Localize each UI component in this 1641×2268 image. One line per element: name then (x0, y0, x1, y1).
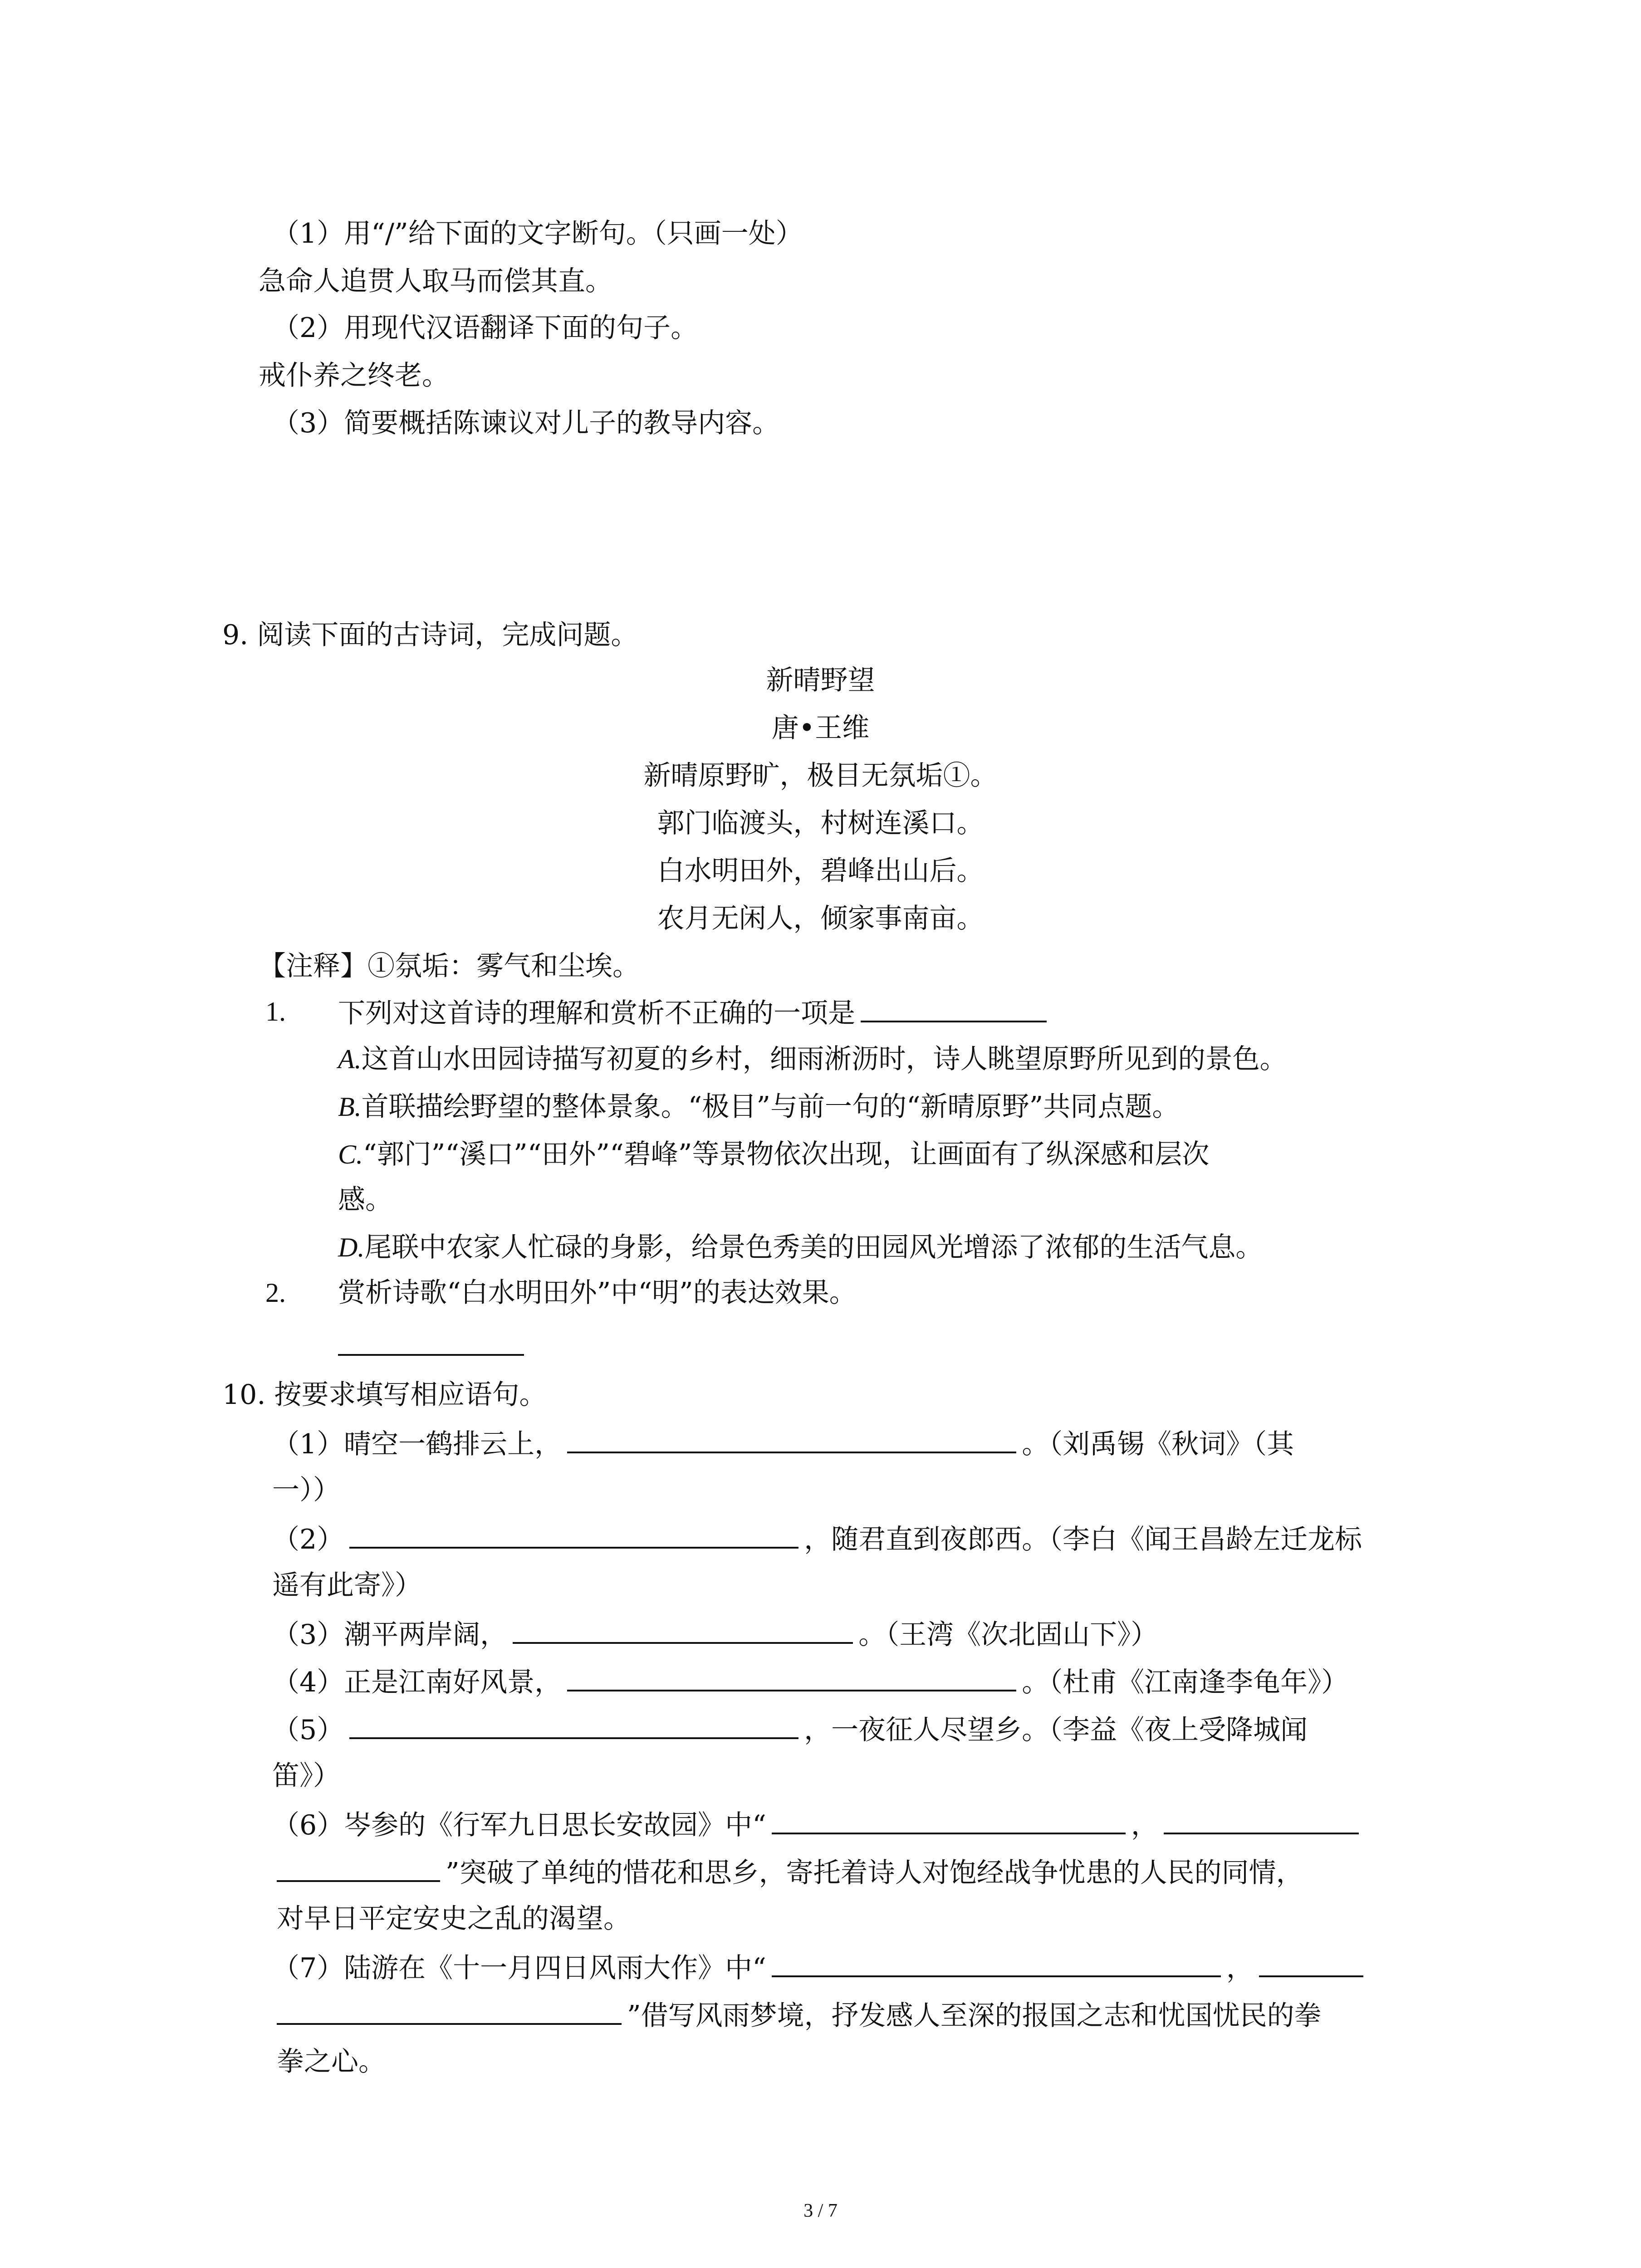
q9-item2: 赏析诗歌“白水明田外”中“明”的表达效果。 (338, 1277, 857, 1309)
s7-mid: ， (1226, 1952, 1254, 1984)
s6-mid: ， (1131, 1809, 1158, 1841)
option-b (338, 1089, 1179, 1125)
q8-sub3: （3）简要概括陈谏议对儿子的教导内容。 (272, 407, 780, 439)
poem-line-4: 农月无闲人，倾家事南亩。 (657, 903, 984, 934)
option-b-letter: B. (338, 1092, 362, 1122)
option-a-text: 这首山水田园诗描写初夏的乡村，细雨淅沥时，诗人眺望原野所见到的景色。 (361, 1043, 1287, 1075)
s4-post: 。（杜甫《江南逢李龟年》） (1022, 1667, 1349, 1698)
option-a (338, 1041, 1287, 1077)
answer-blank[interactable] (349, 1520, 798, 1549)
q8-sub2: （2）用现代汉语翻译下面的句子。 (272, 312, 698, 344)
poem-note: 【注释】①氛垢：雾气和尘埃。 (259, 950, 640, 982)
answer-blank[interactable] (567, 1424, 1016, 1453)
option-c-text: “郭门”“溪口”“田外”“碧峰”等景物依次出现，让画面有了纵深感和层次 (363, 1139, 1210, 1170)
option-a-letter: A. (338, 1044, 362, 1074)
s3-pre: （3）潮平两岸阔， (272, 1619, 508, 1651)
q9-item1 (338, 993, 1052, 1031)
answer-blank[interactable] (567, 1662, 1016, 1691)
q10-s6-line2 (277, 1853, 1303, 1891)
option-d-text: 尾联中农家人忙碌的身影，给景色秀美的田园风光增添了浓郁的生活气息。 (364, 1232, 1263, 1263)
option-c-letter: C. (338, 1139, 363, 1169)
s1-post: 。（刘禹锡《秋词》（其 (1022, 1428, 1294, 1460)
q10-s1 (272, 1424, 1294, 1462)
q10-s6 (272, 1805, 1359, 1843)
poem-line-2: 郭门临渡头，村树连溪口。 (657, 807, 984, 839)
answer-blank[interactable] (861, 993, 1047, 1022)
s5-post: ，一夜征人尽望乡。（李益《夜上受降城闻 (804, 1714, 1308, 1746)
page-number: 3 / 7 (803, 2200, 838, 2221)
q10-s7 (272, 1948, 1363, 1986)
q10-s7-line2 (277, 1996, 1322, 2034)
s1-pre: （1）晴空一鹤排云上， (272, 1428, 562, 1460)
s4-pre: （4）正是江南好风景， (272, 1667, 562, 1698)
answer-blank[interactable] (513, 1615, 853, 1644)
s6-post: ”突破了单纯的惜花和思乡，寄托着诗人对饱经战争忧患的人民的同情， (446, 1857, 1303, 1889)
q10-s4 (272, 1662, 1348, 1701)
option-c-cont: 感。 (338, 1184, 392, 1216)
q8-sub2-text: 戒仆养之终老。 (259, 360, 449, 391)
answer-blank[interactable] (772, 1948, 1221, 1977)
q10-s1-cont: 一）） (272, 1474, 340, 1506)
s7-post: ”借写风雨梦境，抒发感人至深的报国之志和忧国忧民的拳 (627, 2000, 1322, 2032)
s5-pre: （5） (272, 1714, 344, 1746)
answer-blank[interactable] (1259, 1948, 1363, 1977)
q10-s2 (272, 1520, 1362, 1558)
answer-blank[interactable] (338, 1354, 524, 1356)
q10-s3 (272, 1615, 1158, 1653)
poem-title: 新晴野望 (766, 665, 875, 696)
q10-header: 10. 按要求填写相应语句。 (222, 1379, 547, 1411)
q9-item1-text: 下列对这首诗的理解和赏析不正确的一项是 (338, 997, 855, 1029)
q10-s2-cont: 遥有此寄》） (272, 1569, 422, 1601)
q10-s6-cont: 对早日平定安史之乱的渴望。 (277, 1903, 631, 1935)
s6-pre: （6）岑参的《行军九日思长安故园》中“ (272, 1809, 766, 1841)
q10-s5 (272, 1710, 1308, 1748)
poem-line-1: 新晴原野旷，极目无氛垢①。 (643, 760, 998, 792)
q10-s7-cont: 拳之心。 (277, 2046, 386, 2077)
option-d (338, 1229, 1263, 1266)
q8-sub1: （1）用“/”给下面的文字断句。（只画一处） (272, 218, 803, 249)
answer-blank[interactable] (349, 1710, 798, 1739)
s7-pre: （7）陆游在《十一月四日风雨大作》中“ (272, 1952, 766, 1984)
answer-blank[interactable] (277, 1853, 440, 1882)
answer-blank[interactable] (772, 1805, 1126, 1834)
q9-item1-number: 1. (265, 997, 286, 1026)
q9-header: 9. 阅读下面的古诗词，完成问题。 (222, 619, 638, 651)
s2-post: ，随君直到夜郎西。（李白《闻王昌龄左迁龙标 (804, 1524, 1362, 1555)
s3-post: 。（王湾《次北固山下》） (858, 1619, 1158, 1651)
option-c (338, 1136, 1209, 1173)
answer-blank[interactable] (277, 1996, 622, 2025)
q8-sub1-text: 急命人追贯人取马而偿其直。 (259, 265, 612, 297)
answer-blank[interactable] (1164, 1805, 1359, 1834)
s2-pre: （2） (272, 1524, 344, 1555)
poem-author: 唐•王维 (771, 712, 870, 744)
poem-line-3: 白水明田外，碧峰出山后。 (657, 855, 984, 887)
q10-s5-cont: 笛》） (272, 1760, 340, 1792)
option-d-letter: D. (338, 1232, 365, 1262)
option-b-text: 首联描绘野望的整体景象。“极目”与前一句的“新晴原野”共同点题。 (361, 1091, 1180, 1123)
q9-item2-number: 2. (265, 1278, 286, 1308)
